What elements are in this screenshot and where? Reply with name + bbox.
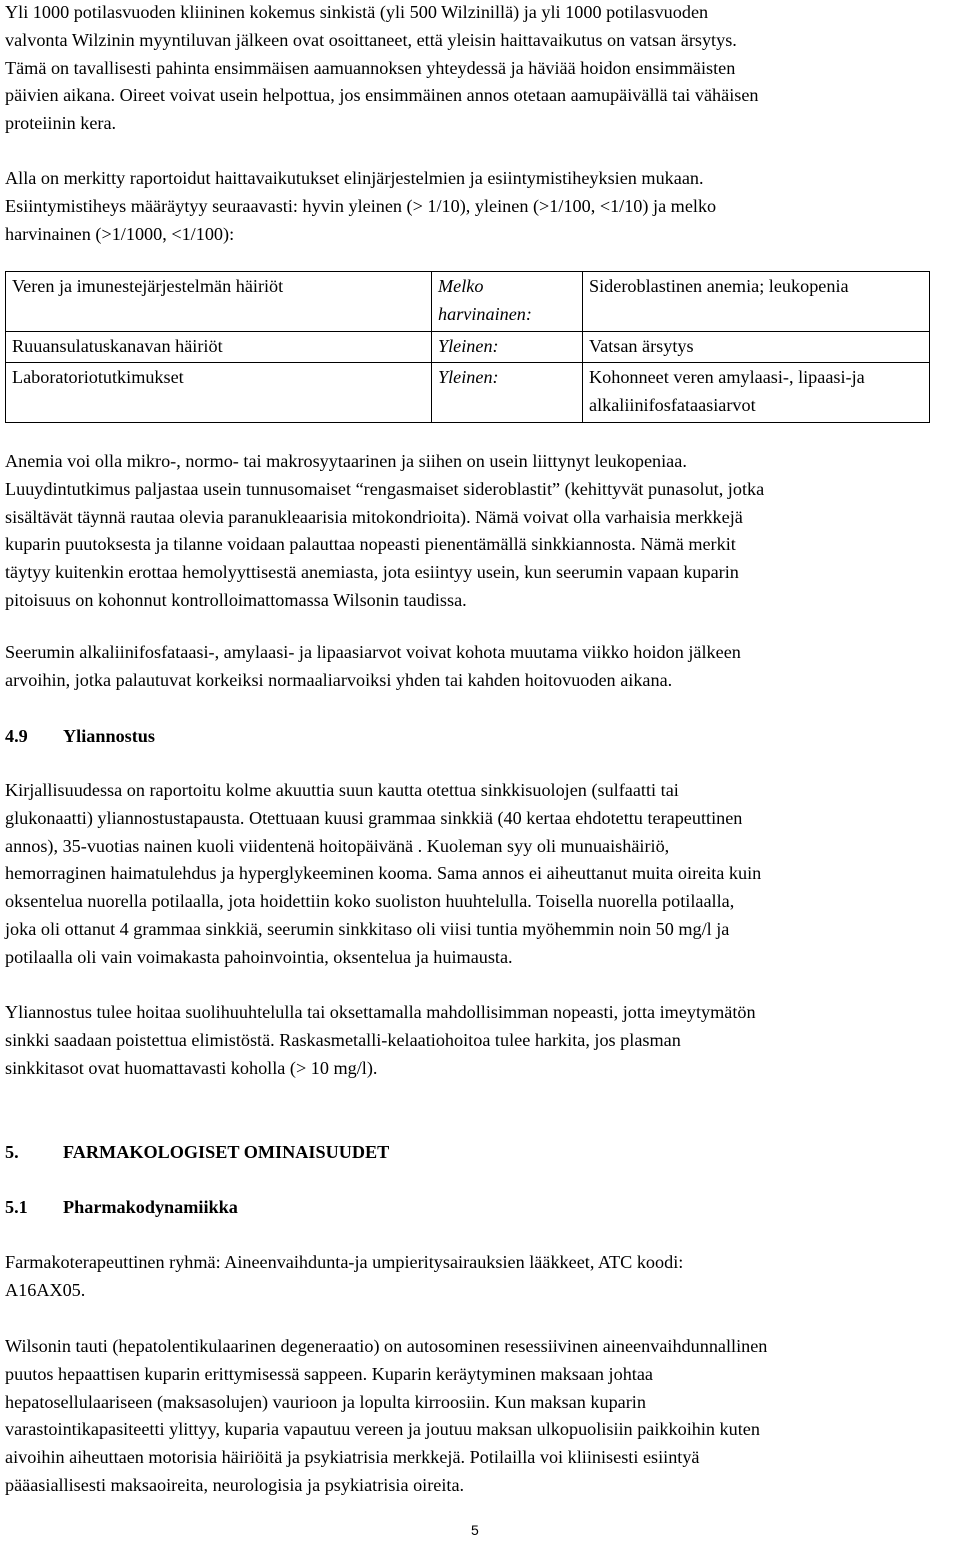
organ-class-cell: Ruuansulatuskanavan häiriöt bbox=[6, 331, 432, 363]
adverse-effects-table bbox=[5, 271, 930, 423]
lab-values-paragraph: Seerumin alkaliinifosfataasi-, amylaasi- ja lipaasiarvot voivat kohota muutama viikko hoidon jälkeen arvoihin, jotka palautuvat korkeiksi normaaliarvoiksi yhden tai kahden hoitovuoden aikana. bbox=[5, 642, 741, 690]
section-heading-5 bbox=[5, 1139, 389, 1167]
section-heading-5-1 bbox=[5, 1194, 238, 1222]
section-title: Pharmakodynamiikka bbox=[63, 1197, 238, 1217]
section-number: 5. bbox=[5, 1142, 19, 1162]
anemia-paragraph: Anemia voi olla mikro-, normo- tai makrosyytaarinen ja siihen on usein liittynyt leukopeniaa. Luuydintutkimus paljastaa usein tunnusomaiset “rengasmaiset sideroblastit” (kehittyvät punasolut, jotka sisältävät täynnä rautaa olevia paranukleaarisia mitokondrioita). Nämä voivat olla varhaisia merkkejä kuparin puutoksesta ja tilanne voidaan palauttaa nopeasti pienentämällä sinkkiannosta. Nämä merkit täytyy kuitenkin erottaa hemolyyttisestä anemiasta, jota esiintyy usein, kun seerumin vapaan kuparin pitoisuus on kohonnut kontrolloimattomassa Wilsonin taudissa. bbox=[5, 451, 765, 610]
section-number: 4.9 bbox=[5, 726, 28, 746]
wilson-disease-paragraph: Wilsonin tauti (hepatolentikulaarinen degeneraatio) on autosominen resessiivinen aineenvaihdunnallinen puutos hepaattisen kuparin erittymisessä sappeen. Kuparin keräytyminen maksaan johtaa hepatosellulaariseen (maksasolujen) vaurioon ja lopulta kirroosiin. Kun maksan kuparin varastointikapasiteetti ylittyy, kuparia vapautuu vereen ja joutuu maksan ulkopuolisiin paikkoihin kuten aivoihin aiheuttaen motorisia häiriöitä ja psykiatrisia merkkejä. Potilailla voi kliinisesti esiintyä pääasiallisesti maksaoireita, neurologisia ja psykiatrisia oireita. bbox=[5, 1336, 768, 1495]
section-title: Yliannostus bbox=[63, 726, 155, 746]
organ-class-cell: Veren ja imunestejärjestelmän häiriöt bbox=[6, 272, 432, 332]
pharmacotherapeutic-group-paragraph: Farmakoterapeuttinen ryhmä: Aineenvaihdunta-ja umpieritysairauksien lääkkeet, ATC koodi: A16AX05. bbox=[5, 1252, 684, 1300]
table-row bbox=[6, 363, 930, 423]
section-title: FARMAKOLOGISET OMINAISUUDET bbox=[63, 1142, 390, 1162]
section-heading-4-9 bbox=[5, 723, 155, 751]
intro-paragraph-1: Yli 1000 potilasvuoden kliininen kokemus sinkistä (yli 500 Wilzinillä) ja yli 1000 potilasvuoden valvonta Wilzinin myyntiluvan jälkeen ovat osoittaneet, että yleisin haittavaikutus on vatsan ärsytys. Tämä on tavallisesti pahinta ensimmäisen aamuannoksen yhteydessä ja häviää hoidon ensimmäisten päivien aikana. Oireet voivat usein helpottua, jos ensimmäinen annos otetaan aamupäivällä tai vähäisen proteiinin kera. bbox=[5, 2, 759, 134]
organ-class-cell: Laboratoriotutkimukset bbox=[6, 363, 432, 423]
effect-cell: Sideroblastinen anemia; leukopenia bbox=[583, 272, 930, 332]
table-row bbox=[6, 331, 930, 363]
overdose-paragraph-2: Yliannostus tulee hoitaa suolihuuhtelulla tai oksettamalla mahdollisimman nopeasti, jotta imeytymätön sinkki saadaan poistettua elimistöstä. Raskasmetalli-kelaatiohoitoa tulee harkita, jos plasman sinkkitasot ovat huomattavasti koholla (> 10 mg/l). bbox=[5, 1002, 756, 1078]
effect-cell: Kohonneet veren amylaasi-, lipaasi-ja alkaliinifosfataasiarvot bbox=[583, 363, 930, 423]
section-number: 5.1 bbox=[5, 1197, 28, 1217]
frequency-cell: Yleinen: bbox=[432, 363, 583, 423]
frequency-cell: Melko harvinainen: bbox=[432, 272, 583, 332]
overdose-paragraph-1: Kirjallisuudessa on raportoitu kolme akuuttia suun kautta otettua sinkkisuolojen (sulfaatti tai glukonaatti) yliannostustapausta. Otettuaan kuusi grammaa sinkkiä (40 kertaa ehdotettu terapeuttinen annos), 35-vuotias nainen kuoli viidentenä hoitopäivänä . Kuoleman syy oli munuaishäiriö, hemorraginen haimatulehdus ja hyperglykeeminen kooma. Sama annos ei aiheuttanut muita oireita kuin oksentelua nuorella potilaalla, jota hoidettiin koko suoliston huuhtelulla. Toisella nuorella potilaalla, joka oli ottanut 4 grammaa sinkkiä, seerumin sinkkitaso oli viisi tuntia myöhemmin noin 50 mg/l ja potilaalla oli vain voimakasta pahoinvointia, oksentelua ja huimausta. bbox=[5, 780, 762, 967]
page-number: 5 bbox=[471, 1522, 479, 1538]
effect-cell: Vatsan ärsytys bbox=[583, 331, 930, 363]
table-row bbox=[6, 272, 930, 332]
intro-paragraph-2: Alla on merkitty raportoidut haittavaikutukset elinjärjestelmien ja esiintymistiheyksien mukaan. Esiintymistiheys määräytyy seuraavasti: hyvin yleinen (> 1/10), yleinen (>1/100, <1/10) ja melko harvinainen (>1/1000, <1/100): bbox=[5, 168, 717, 244]
frequency-cell: Yleinen: bbox=[432, 331, 583, 363]
